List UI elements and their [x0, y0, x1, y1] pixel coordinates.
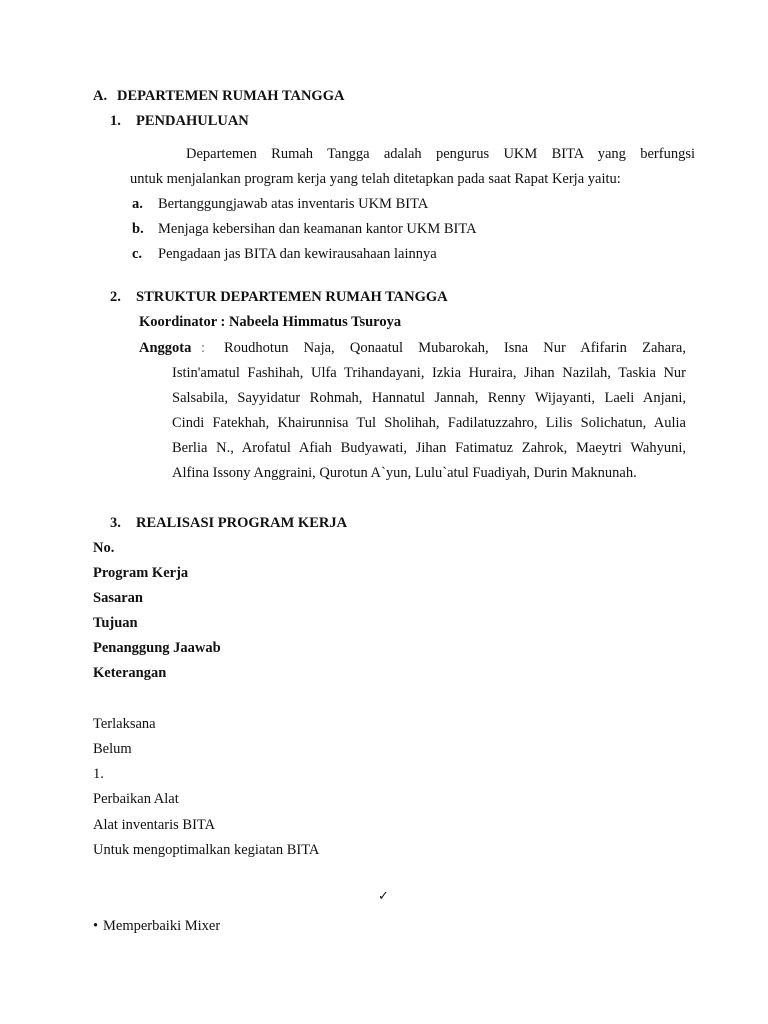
duty-list-letter: c.: [132, 246, 143, 262]
duty-list-letter: a.: [132, 196, 143, 212]
section-2-number: 2.: [110, 289, 121, 305]
section-3-heading: [110, 515, 347, 532]
table-subheader-belum: Belum: [93, 741, 132, 757]
table-cell-sasaran: Alat inventaris BITA: [93, 817, 216, 833]
koordinator-line: Koordinator : Nabeela Himmatus Tsuroya: [139, 314, 402, 330]
detail-text: Memperbaiki Mixer: [103, 918, 221, 934]
duty-list-text: Bertanggungjawab atas inventaris UKM BITA: [158, 196, 429, 212]
anggota-line-6: Alfina Issony Anggraini, Qurotun A`yun, Lulu`atul Fuadiyah, Durin Maknunah.: [172, 465, 637, 481]
duty-list-item: [132, 246, 437, 263]
duty-list-text: Menjaga kebersihan dan keamanan kantor UKM BITA: [158, 221, 477, 237]
table-header-program: Program Kerja: [93, 565, 189, 581]
anggota-line-4: Cindi Fatekhah, Khairunnisa Tul Sholihah, Fadilatuzzahro, Lilis Solichatun, Aulia: [172, 415, 686, 431]
table-header-penanggung-jawab: Penanggung Jaawab: [93, 640, 221, 656]
bullet-icon: •: [93, 918, 99, 934]
section-3-title: REALISASI PROGRAM KERJA: [136, 515, 348, 531]
anggota-separator: :: [201, 340, 206, 356]
section-3-number: 3.: [110, 515, 121, 531]
section-1-number: 1.: [110, 113, 121, 129]
table-header-keterangan: Keterangan: [93, 665, 167, 681]
table-header-tujuan: Tujuan: [93, 615, 138, 631]
section-1-heading: [110, 113, 249, 130]
section-1-title: PENDAHULUAN: [136, 113, 249, 129]
duty-list-letter: b.: [132, 221, 144, 237]
duty-list-text: Pengadaan jas BITA dan kewirausahaan lainnya: [158, 246, 437, 262]
duty-list-item: [132, 196, 428, 213]
table-cell-no: 1.: [93, 766, 104, 782]
anggota-label: Anggota: [139, 340, 192, 356]
section-2-heading: [110, 289, 448, 306]
section-a-title: DEPARTEMEN RUMAH TANGGA: [117, 88, 345, 104]
table-cell-program: Perbaikan Alat: [93, 791, 179, 807]
anggota-line-2: Istin'amatul Fashihah, Ulfa Trihandayani, Izkia Huraira, Jihan Nazilah, Taskia Nur: [172, 365, 686, 381]
intro-paragraph-line-1: Departemen Rumah Tangga adalah pengurus UKM BITA yang berfungsi: [186, 146, 695, 162]
section-a-heading: [93, 88, 344, 105]
table-cell-detail: [93, 918, 220, 935]
table-cell-tujuan: Untuk mengoptimalkan kegiatan BITA: [93, 842, 320, 858]
intro-paragraph-line-2: untuk menjalankan program kerja yang telah ditetapkan pada saat Rapat Kerja yaitu:: [130, 171, 621, 187]
check-icon: ✓: [378, 889, 389, 904]
anggota-line-5: Berlia N., Arofatul Afiah Budyawati, Jihan Fatimatuz Zahrok, Maeytri Wahyuni,: [172, 440, 686, 456]
duty-list-item: [132, 221, 477, 238]
table-header-no: No.: [93, 540, 115, 556]
anggota-line-3: Salsabila, Sayyidatur Rohmah, Hannatul Jannah, Renny Wijayanti, Laeli Anjani,: [172, 390, 686, 406]
section-2-title: STRUKTUR DEPARTEMEN RUMAH TANGGA: [136, 289, 448, 305]
table-header-sasaran: Sasaran: [93, 590, 143, 606]
table-subheader-terlaksana: Terlaksana: [93, 716, 156, 732]
anggota-line-1: Roudhotun Naja, Qonaatul Mubarokah, Isna Nur Afifarin Zahara,: [224, 340, 686, 356]
section-a-marker: A.: [93, 88, 108, 104]
